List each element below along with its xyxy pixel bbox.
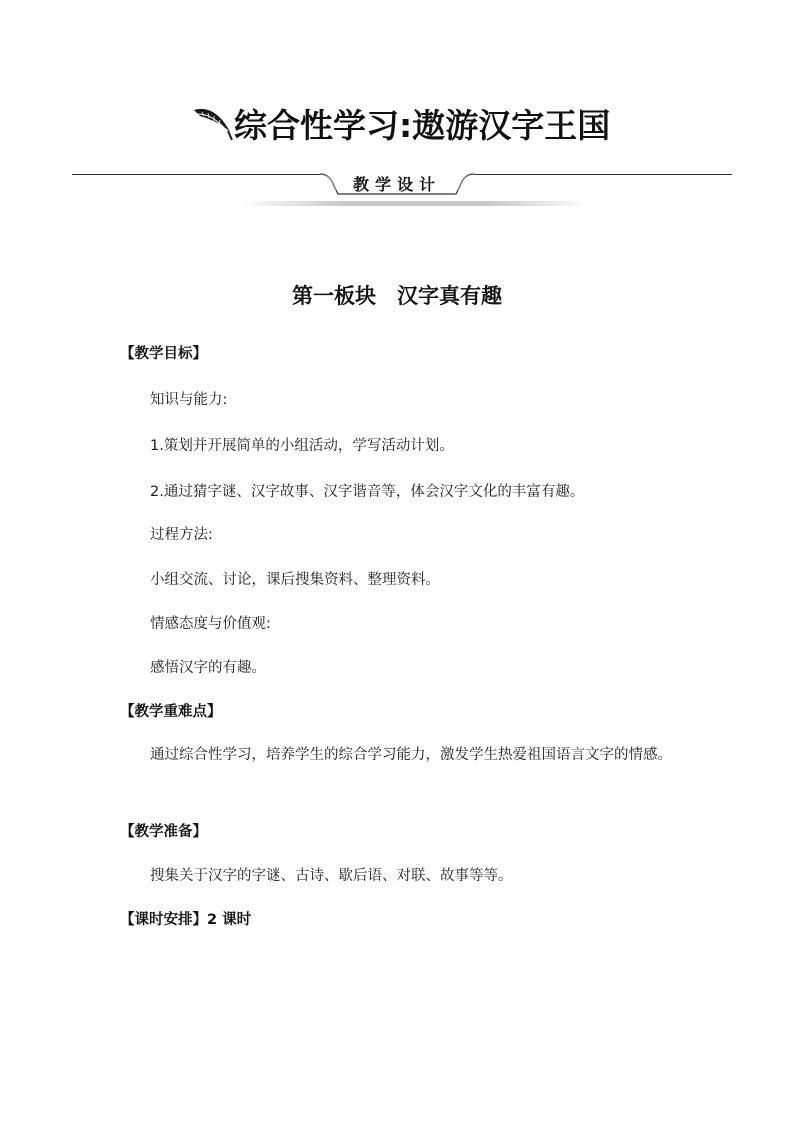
section-tab-label: 教学设计 [352,175,441,194]
process-text: 小组交流、讨论，课后搜集资料、整理资料。 [150,572,440,588]
feather-pen-icon [190,102,234,146]
preparation-heading: 【教学准备】 [120,824,207,840]
process-label: 过程方法: [150,527,213,543]
objectives-heading: 【教学目标】 [120,346,207,362]
knowledge-label: 知识与能力: [150,392,228,408]
key-points-heading: 【教学重难点】 [120,704,222,720]
schedule-heading: 【课时安排】2 课时 [120,912,252,928]
preparation-text: 搜集关于汉字的字谜、古诗、歇后语、对联、故事等等。 [150,868,513,884]
header-rule-left [72,174,320,175]
page-title: 综合性学习:遨游汉字王国 [234,106,611,145]
block-title: 第一板块 汉字真有趣 [292,284,502,308]
objective-item-2: 2.通过猜字谜、汉字故事、汉字谐音等，体会汉字文化的丰富有趣。 [150,484,585,500]
emotion-label: 情感态度与价值观: [150,616,271,632]
section-tab [318,168,476,198]
objective-item-1: 1.策划并开展简单的小组活动，学写活动计划。 [150,438,454,454]
header-shadow-bar [240,201,590,206]
title-wrap [190,100,610,147]
header-rule-right [474,174,732,175]
key-points-text: 通过综合性学习，培养学生的综合学习能力，激发学生热爱祖国语言文字的情感。 [150,747,672,763]
page-header [0,96,794,156]
emotion-text: 感悟汉字的有趣。 [150,660,266,676]
